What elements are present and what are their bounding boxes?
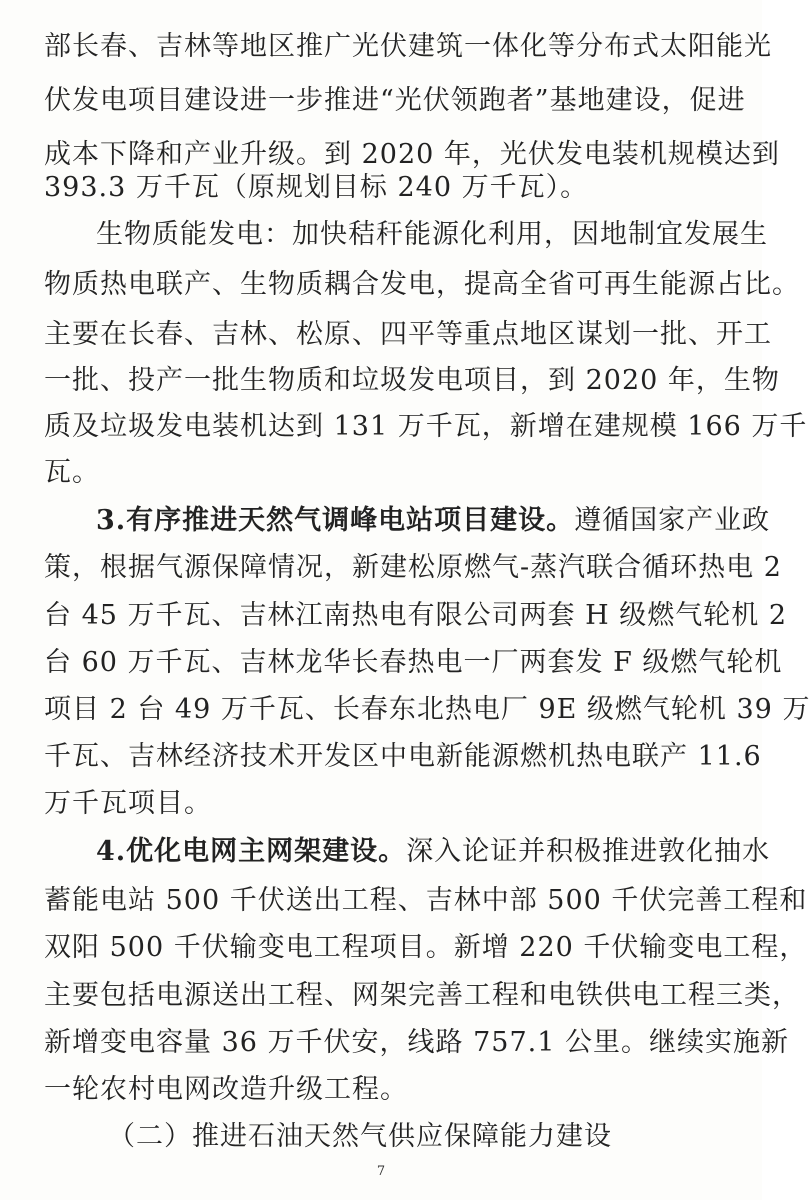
- heading-4-title: 4.优化电网主网架建设。: [96, 836, 407, 867]
- heading-4-text: 深入论证并积极推进敦化抽水: [406, 836, 771, 867]
- text-line: 台 45 万千瓦、吉林江南热电有限公司两套 H 级燃气轮机 2: [44, 600, 787, 631]
- text-line: 瓦。: [44, 457, 100, 488]
- text-line: 主要包括电源送出工程、网架完善工程和电铁供电工程三类，: [44, 980, 800, 1011]
- heading-4-line: [96, 825, 771, 879]
- text-line: 一批、投产一批生物质和垃圾发电项目，到 2020 年，生物: [44, 365, 780, 396]
- text-line: 质及垃圾发电装机达到 131 万千瓦，新增在建规模 166 万千: [44, 411, 808, 442]
- page-number: 7: [376, 1164, 386, 1179]
- text-line: 物质热电联产、生物质耦合发电，提高全省可再生能源占比。: [44, 269, 800, 300]
- text-line: 万千瓦项目。: [44, 788, 212, 819]
- heading-3-line: [96, 494, 771, 548]
- text-line: 生物质能发电：加快秸秆能源化利用，因地制宜发展生: [96, 219, 768, 250]
- text-line: 项目 2 台 49 万千瓦、长春东北热电厂 9E 级燃气轮机 39 万: [44, 694, 810, 725]
- section-title: （二）推进石油天然气供应保障能力建设: [108, 1121, 612, 1152]
- text-line: 主要在长春、吉林、松原、四平等重点地区谋划一批、开工: [44, 319, 772, 350]
- text-line: 千瓦、吉林经济技术开发区中电新能源燃机热电联产 11.6: [44, 741, 762, 772]
- text-line: 一轮农村电网改造升级工程。: [44, 1074, 408, 1105]
- text-line: 伏发电项目建设进一步推进“光伏领跑者”基地建设，促进: [44, 85, 746, 116]
- text-line: 393.3 万千瓦（原规划目标 240 万千瓦）。: [44, 172, 589, 203]
- text-line: 台 60 万千瓦、吉林龙华长春热电一厂两套发 F 级燃气轮机: [44, 647, 783, 678]
- text-line: 新增变电容量 36 万千伏安，线路 757.1 公里。继续实施新: [44, 1027, 789, 1058]
- text-line: 成本下降和产业升级。到 2020 年，光伏发电装机规模达到: [44, 139, 780, 170]
- text-line: 蓄能电站 500 千伏送出工程、吉林中部 500 千伏完善工程和: [44, 885, 808, 916]
- text-line: 双阳 500 千伏输变电工程项目。新增 220 千伏输变电工程，: [44, 932, 808, 963]
- text-line: 策，根据气源保障情况，新建松原燃气-蒸汽联合循环热电 2: [44, 552, 782, 583]
- heading-3-text: 遵循国家产业政: [574, 505, 771, 536]
- text-line: 部长春、吉林等地区推广光伏建筑一体化等分布式太阳能光: [44, 31, 772, 62]
- heading-3-title: 3.有序推进天然气调峰电站项目建设。: [96, 505, 575, 536]
